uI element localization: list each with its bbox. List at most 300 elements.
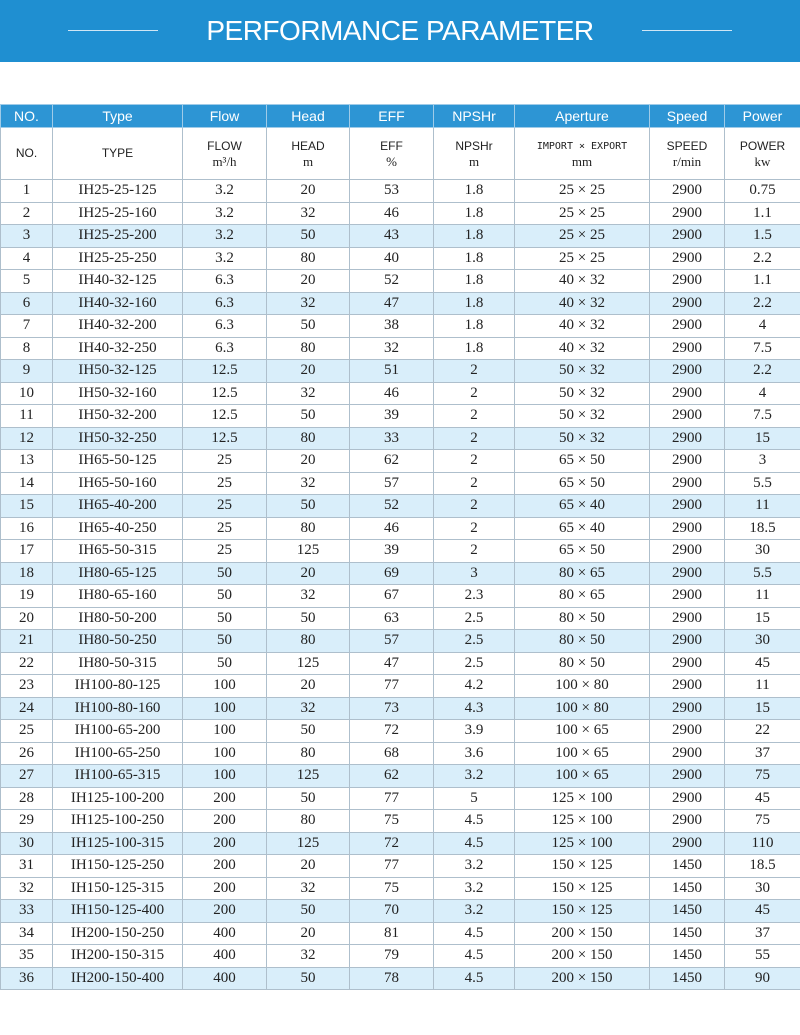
- subheader-eff: [350, 128, 434, 180]
- cell-speed: 1450: [650, 855, 725, 878]
- cell-aperture: 100 × 65: [515, 742, 650, 765]
- cell-eff: 39: [350, 405, 434, 428]
- cell-npshr: 2: [434, 472, 515, 495]
- cell-flow: 100: [183, 765, 267, 788]
- subheader-flow-caption: FLOW: [207, 138, 242, 153]
- cell-speed: 2900: [650, 652, 725, 675]
- cell-type: IH200-150-250: [53, 922, 183, 945]
- cell-flow: 25: [183, 517, 267, 540]
- col-header-npshr: NPSHr: [434, 105, 515, 128]
- header-row-units: [1, 128, 800, 180]
- cell-eff: 40: [350, 247, 434, 270]
- cell-aperture: 50 × 32: [515, 405, 650, 428]
- table-row: [1, 517, 800, 540]
- cell-power: 1.1: [725, 270, 800, 293]
- cell-eff: 46: [350, 382, 434, 405]
- cell-type: IH50-32-200: [53, 405, 183, 428]
- cell-power: 7.5: [725, 337, 800, 360]
- cell-power: 30: [725, 877, 800, 900]
- cell-head: 50: [267, 607, 350, 630]
- cell-head: 125: [267, 540, 350, 563]
- cell-head: 20: [267, 270, 350, 293]
- cell-no: 15: [1, 495, 53, 518]
- cell-head: 20: [267, 675, 350, 698]
- cell-power: 75: [725, 765, 800, 788]
- table-row: [1, 495, 800, 518]
- cell-npshr: 1.8: [434, 180, 515, 203]
- cell-head: 50: [267, 495, 350, 518]
- cell-flow: 12.5: [183, 360, 267, 383]
- cell-speed: 2900: [650, 427, 725, 450]
- subheader-head: [267, 128, 350, 180]
- cell-head: 32: [267, 202, 350, 225]
- cell-head: 20: [267, 450, 350, 473]
- cell-speed: 2900: [650, 270, 725, 293]
- cell-head: 50: [267, 315, 350, 338]
- table-row: [1, 877, 800, 900]
- table-row: [1, 900, 800, 923]
- subheader-aperture-unit: mm: [571, 153, 593, 169]
- cell-npshr: 4.5: [434, 832, 515, 855]
- cell-speed: 2900: [650, 697, 725, 720]
- cell-eff: 57: [350, 630, 434, 653]
- cell-npshr: 1.8: [434, 292, 515, 315]
- subheader-type: TYPE: [53, 128, 183, 180]
- cell-flow: 50: [183, 607, 267, 630]
- cell-speed: 2900: [650, 742, 725, 765]
- cell-power: 110: [725, 832, 800, 855]
- cell-aperture: 25 × 25: [515, 225, 650, 248]
- col-header-power: Power: [725, 105, 800, 128]
- cell-flow: 200: [183, 787, 267, 810]
- table-row: [1, 247, 800, 270]
- cell-aperture: 100 × 65: [515, 765, 650, 788]
- subheader-head-unit: m: [302, 153, 314, 169]
- cell-no: 17: [1, 540, 53, 563]
- cell-eff: 77: [350, 675, 434, 698]
- cell-no: 30: [1, 832, 53, 855]
- subheader-aperture-caption: IMPORT × EXPORT: [536, 140, 628, 152]
- cell-no: 6: [1, 292, 53, 315]
- cell-head: 50: [267, 900, 350, 923]
- cell-no: 10: [1, 382, 53, 405]
- cell-eff: 68: [350, 742, 434, 765]
- cell-head: 80: [267, 810, 350, 833]
- col-header-aperture: Aperture: [515, 105, 650, 128]
- cell-flow: 12.5: [183, 382, 267, 405]
- cell-eff: 63: [350, 607, 434, 630]
- cell-npshr: 2: [434, 450, 515, 473]
- cell-type: IH25-25-200: [53, 225, 183, 248]
- cell-eff: 52: [350, 495, 434, 518]
- cell-flow: 25: [183, 450, 267, 473]
- cell-head: 20: [267, 922, 350, 945]
- col-header-eff: EFF: [350, 105, 434, 128]
- cell-type: IH150-125-400: [53, 900, 183, 923]
- cell-head: 80: [267, 337, 350, 360]
- cell-speed: 2900: [650, 180, 725, 203]
- cell-flow: 100: [183, 742, 267, 765]
- cell-aperture: 50 × 32: [515, 360, 650, 383]
- cell-head: 20: [267, 180, 350, 203]
- cell-no: 1: [1, 180, 53, 203]
- cell-no: 3: [1, 225, 53, 248]
- cell-type: IH100-65-250: [53, 742, 183, 765]
- cell-flow: 3.2: [183, 247, 267, 270]
- cell-eff: 72: [350, 720, 434, 743]
- cell-speed: 1450: [650, 877, 725, 900]
- table-row: [1, 855, 800, 878]
- cell-head: 50: [267, 225, 350, 248]
- cell-head: 32: [267, 292, 350, 315]
- cell-no: 32: [1, 877, 53, 900]
- cell-aperture: 100 × 65: [515, 720, 650, 743]
- cell-eff: 39: [350, 540, 434, 563]
- cell-power: 3: [725, 450, 800, 473]
- table-row: [1, 652, 800, 675]
- cell-no: 19: [1, 585, 53, 608]
- cell-power: 15: [725, 427, 800, 450]
- cell-type: IH65-50-315: [53, 540, 183, 563]
- cell-speed: 2900: [650, 832, 725, 855]
- cell-type: IH40-32-160: [53, 292, 183, 315]
- cell-power: 45: [725, 652, 800, 675]
- cell-no: 22: [1, 652, 53, 675]
- cell-flow: 200: [183, 832, 267, 855]
- cell-aperture: 200 × 150: [515, 945, 650, 968]
- cell-aperture: 65 × 40: [515, 517, 650, 540]
- cell-head: 50: [267, 787, 350, 810]
- cell-power: 5.5: [725, 472, 800, 495]
- cell-power: 30: [725, 540, 800, 563]
- performance-table: [0, 104, 800, 990]
- cell-head: 80: [267, 630, 350, 653]
- cell-head: 20: [267, 855, 350, 878]
- cell-npshr: 3.9: [434, 720, 515, 743]
- table-row: [1, 562, 800, 585]
- cell-speed: 1450: [650, 967, 725, 990]
- cell-eff: 52: [350, 270, 434, 293]
- cell-eff: 32: [350, 337, 434, 360]
- cell-aperture: 80 × 65: [515, 585, 650, 608]
- col-header-type: Type: [53, 105, 183, 128]
- cell-eff: 46: [350, 517, 434, 540]
- cell-type: IH25-25-125: [53, 180, 183, 203]
- subheader-no: NO.: [1, 128, 53, 180]
- cell-no: 21: [1, 630, 53, 653]
- cell-npshr: 3.6: [434, 742, 515, 765]
- cell-speed: 1450: [650, 922, 725, 945]
- cell-power: 22: [725, 720, 800, 743]
- table-row: [1, 202, 800, 225]
- cell-power: 4: [725, 315, 800, 338]
- cell-flow: 6.3: [183, 270, 267, 293]
- cell-eff: 33: [350, 427, 434, 450]
- cell-npshr: 2: [434, 382, 515, 405]
- cell-npshr: 1.8: [434, 225, 515, 248]
- subheader-power-caption: POWER: [739, 138, 786, 153]
- cell-power: 1.1: [725, 202, 800, 225]
- cell-aperture: 25 × 25: [515, 247, 650, 270]
- cell-eff: 75: [350, 877, 434, 900]
- cell-speed: 1450: [650, 945, 725, 968]
- table-row: [1, 540, 800, 563]
- cell-flow: 12.5: [183, 405, 267, 428]
- cell-flow: 50: [183, 585, 267, 608]
- cell-head: 80: [267, 427, 350, 450]
- subheader-eff-caption: EFF: [380, 138, 403, 153]
- cell-no: 2: [1, 202, 53, 225]
- cell-eff: 47: [350, 292, 434, 315]
- cell-no: 26: [1, 742, 53, 765]
- cell-no: 33: [1, 900, 53, 923]
- cell-no: 4: [1, 247, 53, 270]
- table-row: [1, 922, 800, 945]
- cell-power: 37: [725, 922, 800, 945]
- cell-type: IH25-25-160: [53, 202, 183, 225]
- cell-flow: 3.2: [183, 180, 267, 203]
- cell-power: 7.5: [725, 405, 800, 428]
- cell-head: 80: [267, 742, 350, 765]
- cell-power: 5.5: [725, 562, 800, 585]
- subheader-speed-unit: r/min: [672, 153, 702, 169]
- col-header-speed: Speed: [650, 105, 725, 128]
- cell-power: 4: [725, 382, 800, 405]
- cell-no: 5: [1, 270, 53, 293]
- table-row: [1, 472, 800, 495]
- cell-speed: 2900: [650, 292, 725, 315]
- cell-npshr: 1.8: [434, 337, 515, 360]
- cell-aperture: 200 × 150: [515, 967, 650, 990]
- cell-aperture: 50 × 32: [515, 382, 650, 405]
- cell-speed: 2900: [650, 787, 725, 810]
- table-row: [1, 225, 800, 248]
- cell-eff: 57: [350, 472, 434, 495]
- cell-type: IH65-50-125: [53, 450, 183, 473]
- cell-no: 27: [1, 765, 53, 788]
- cell-npshr: 2.5: [434, 630, 515, 653]
- table-row: [1, 360, 800, 383]
- cell-speed: 2900: [650, 495, 725, 518]
- cell-aperture: 40 × 32: [515, 315, 650, 338]
- table-row: [1, 607, 800, 630]
- table-row: [1, 720, 800, 743]
- cell-no: 7: [1, 315, 53, 338]
- cell-power: 0.75: [725, 180, 800, 203]
- cell-eff: 47: [350, 652, 434, 675]
- banner-divider-left: [68, 30, 158, 31]
- cell-flow: 200: [183, 877, 267, 900]
- cell-speed: 2900: [650, 585, 725, 608]
- cell-no: 31: [1, 855, 53, 878]
- cell-flow: 25: [183, 495, 267, 518]
- cell-head: 125: [267, 652, 350, 675]
- cell-eff: 43: [350, 225, 434, 248]
- cell-type: IH50-32-160: [53, 382, 183, 405]
- cell-no: 35: [1, 945, 53, 968]
- cell-eff: 77: [350, 855, 434, 878]
- table-row: [1, 742, 800, 765]
- cell-aperture: 40 × 32: [515, 337, 650, 360]
- cell-power: 18.5: [725, 517, 800, 540]
- cell-type: IH50-32-125: [53, 360, 183, 383]
- subheader-npshr: [434, 128, 515, 180]
- cell-no: 14: [1, 472, 53, 495]
- cell-npshr: 1.8: [434, 247, 515, 270]
- cell-flow: 6.3: [183, 337, 267, 360]
- subheader-flow-unit: m³/h: [212, 153, 237, 169]
- cell-power: 2.2: [725, 360, 800, 383]
- cell-no: 18: [1, 562, 53, 585]
- subheader-npshr-unit: m: [468, 153, 480, 169]
- cell-npshr: 2: [434, 495, 515, 518]
- cell-type: IH100-65-315: [53, 765, 183, 788]
- cell-aperture: 65 × 50: [515, 540, 650, 563]
- cell-aperture: 25 × 25: [515, 180, 650, 203]
- cell-type: IH150-125-315: [53, 877, 183, 900]
- cell-aperture: 80 × 50: [515, 652, 650, 675]
- cell-npshr: 1.8: [434, 315, 515, 338]
- table-row: [1, 697, 800, 720]
- table-row: [1, 382, 800, 405]
- cell-eff: 62: [350, 450, 434, 473]
- cell-head: 32: [267, 945, 350, 968]
- cell-aperture: 100 × 80: [515, 675, 650, 698]
- cell-flow: 12.5: [183, 427, 267, 450]
- cell-type: IH125-100-250: [53, 810, 183, 833]
- cell-eff: 78: [350, 967, 434, 990]
- cell-npshr: 3.2: [434, 765, 515, 788]
- table-row: [1, 270, 800, 293]
- table-row: [1, 832, 800, 855]
- cell-eff: 67: [350, 585, 434, 608]
- cell-npshr: 3.2: [434, 877, 515, 900]
- cell-power: 11: [725, 585, 800, 608]
- cell-flow: 400: [183, 922, 267, 945]
- cell-aperture: 80 × 50: [515, 630, 650, 653]
- cell-head: 32: [267, 585, 350, 608]
- cell-power: 18.5: [725, 855, 800, 878]
- cell-head: 20: [267, 360, 350, 383]
- cell-aperture: 65 × 40: [515, 495, 650, 518]
- cell-speed: 2900: [650, 405, 725, 428]
- cell-head: 50: [267, 405, 350, 428]
- cell-head: 50: [267, 720, 350, 743]
- cell-npshr: 5: [434, 787, 515, 810]
- cell-npshr: 2.3: [434, 585, 515, 608]
- subheader-npshr-caption: NPSHr: [455, 138, 493, 153]
- cell-power: 15: [725, 697, 800, 720]
- cell-flow: 50: [183, 630, 267, 653]
- cell-type: IH80-50-200: [53, 607, 183, 630]
- cell-no: 28: [1, 787, 53, 810]
- cell-head: 125: [267, 832, 350, 855]
- cell-npshr: 4.5: [434, 810, 515, 833]
- cell-speed: 2900: [650, 810, 725, 833]
- cell-speed: 2900: [650, 517, 725, 540]
- cell-type: IH100-65-200: [53, 720, 183, 743]
- table-body: [1, 180, 800, 990]
- cell-flow: 400: [183, 967, 267, 990]
- table-row: [1, 967, 800, 990]
- cell-eff: 75: [350, 810, 434, 833]
- cell-type: IH80-65-160: [53, 585, 183, 608]
- cell-type: IH40-32-200: [53, 315, 183, 338]
- cell-aperture: 150 × 125: [515, 855, 650, 878]
- cell-speed: 2900: [650, 562, 725, 585]
- subheader-speed: [650, 128, 725, 180]
- cell-npshr: 4.5: [434, 922, 515, 945]
- cell-speed: 2900: [650, 360, 725, 383]
- cell-eff: 69: [350, 562, 434, 585]
- subheader-flow: [183, 128, 267, 180]
- cell-type: IH200-150-315: [53, 945, 183, 968]
- cell-head: 32: [267, 697, 350, 720]
- cell-flow: 3.2: [183, 225, 267, 248]
- cell-speed: 2900: [650, 450, 725, 473]
- cell-type: IH100-80-160: [53, 697, 183, 720]
- cell-eff: 70: [350, 900, 434, 923]
- table-row: [1, 337, 800, 360]
- cell-flow: 100: [183, 675, 267, 698]
- cell-eff: 73: [350, 697, 434, 720]
- cell-type: IH25-25-250: [53, 247, 183, 270]
- cell-power: 30: [725, 630, 800, 653]
- banner-divider-right: [642, 30, 732, 31]
- cell-aperture: 100 × 80: [515, 697, 650, 720]
- cell-aperture: 65 × 50: [515, 450, 650, 473]
- cell-eff: 79: [350, 945, 434, 968]
- cell-npshr: 2: [434, 517, 515, 540]
- cell-speed: 2900: [650, 247, 725, 270]
- cell-no: 24: [1, 697, 53, 720]
- cell-head: 50: [267, 967, 350, 990]
- page-title: PERFORMANCE PARAMETER: [206, 15, 594, 46]
- cell-power: 75: [725, 810, 800, 833]
- cell-power: 2.2: [725, 247, 800, 270]
- table-row: [1, 765, 800, 788]
- cell-type: IH40-32-250: [53, 337, 183, 360]
- cell-aperture: 125 × 100: [515, 832, 650, 855]
- cell-aperture: 200 × 150: [515, 922, 650, 945]
- cell-type: IH40-32-125: [53, 270, 183, 293]
- col-header-no: NO.: [1, 105, 53, 128]
- cell-head: 80: [267, 517, 350, 540]
- cell-speed: 2900: [650, 720, 725, 743]
- cell-aperture: 65 × 50: [515, 472, 650, 495]
- cell-npshr: 4.3: [434, 697, 515, 720]
- cell-speed: 2900: [650, 765, 725, 788]
- cell-flow: 200: [183, 810, 267, 833]
- cell-npshr: 2.5: [434, 607, 515, 630]
- cell-flow: 200: [183, 900, 267, 923]
- cell-type: IH50-32-250: [53, 427, 183, 450]
- cell-type: IH80-65-125: [53, 562, 183, 585]
- cell-type: IH65-40-250: [53, 517, 183, 540]
- cell-no: 36: [1, 967, 53, 990]
- cell-npshr: 3.2: [434, 900, 515, 923]
- table-row: [1, 585, 800, 608]
- cell-eff: 53: [350, 180, 434, 203]
- cell-npshr: 2: [434, 540, 515, 563]
- cell-flow: 400: [183, 945, 267, 968]
- cell-power: 45: [725, 900, 800, 923]
- cell-npshr: 1.8: [434, 202, 515, 225]
- cell-power: 15: [725, 607, 800, 630]
- cell-speed: 2900: [650, 202, 725, 225]
- subheader-head-caption: HEAD: [291, 138, 325, 153]
- cell-npshr: 2: [434, 360, 515, 383]
